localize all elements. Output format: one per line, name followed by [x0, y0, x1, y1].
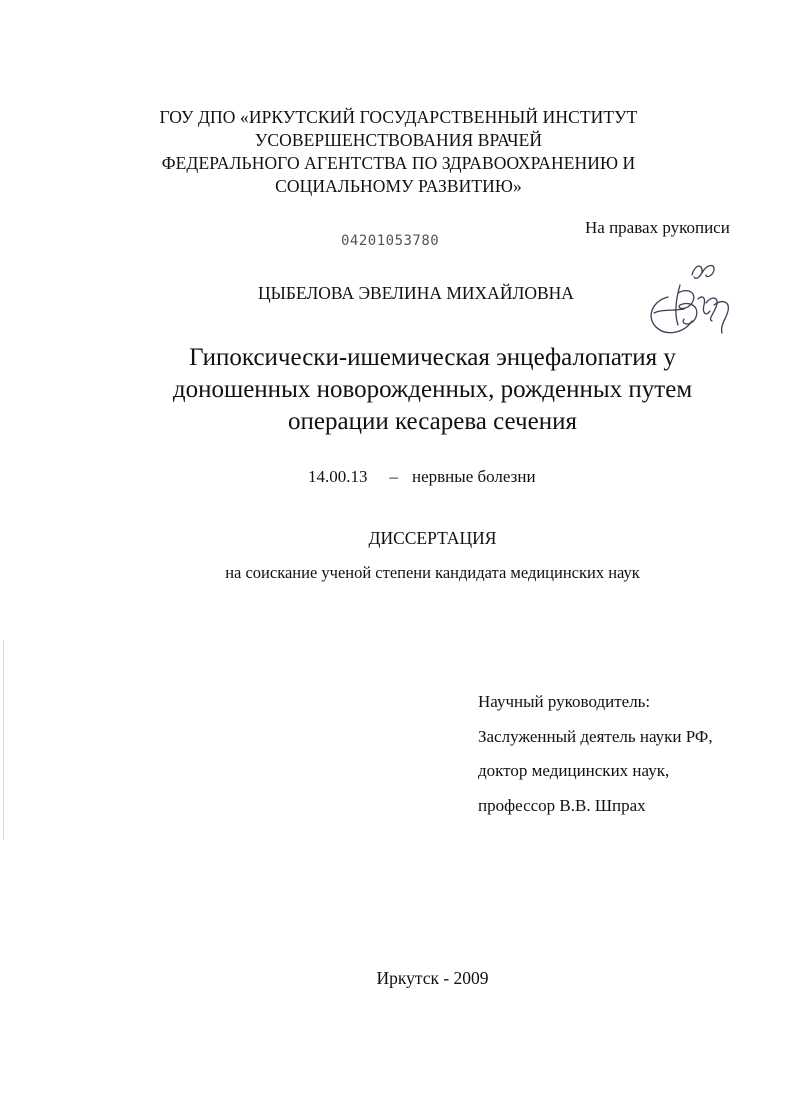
- library-stamp-number: 04201053780: [341, 233, 440, 249]
- manuscript-rights-note: На правах рукописи: [585, 218, 730, 237]
- specialty-code: 14.00.13: [308, 467, 368, 486]
- organization-line-1: ГОУ ДПО «ИРКУТСКИЙ ГОСУДАРСТВЕННЫЙ ИНСТИТУТ: [159, 107, 638, 127]
- specialty-dash: –: [389, 467, 398, 486]
- supervisor-line-4: профессор В.В. Шпрах: [478, 795, 646, 815]
- thesis-title-line-3: операции кесарева сечения: [288, 408, 577, 435]
- supervisor-line-1: Научный руководитель:: [478, 692, 651, 711]
- handwritten-signature-icon: [640, 255, 740, 345]
- scan-edge-line: [3, 640, 4, 840]
- document-type: ДИССЕРТАЦИЯ: [368, 528, 497, 548]
- author-name: ЦЫБЕЛОВА ЭВЕЛИНА МИХАЙЛОВНА: [258, 283, 574, 303]
- supervisor-line-3: доктор медицинских наук,: [478, 761, 670, 780]
- organization-line-3: ФЕДЕРАЛЬНОГО АГЕНТСТВА ПО ЗДРАВООХРАНЕНИЮ И: [161, 153, 636, 173]
- thesis-title: [0, 342, 797, 438]
- specialty-name: нервные болезни: [412, 467, 536, 486]
- thesis-title-line-1: Гипоксически-ишемическая энцефалопатия у: [189, 344, 676, 371]
- organization-line-2: УСОВЕРШЕНСТВОВАНИЯ ВРАЧЕЙ: [254, 130, 543, 150]
- organization-line-4: СОЦИАЛЬНОМУ РАЗВИТИЮ»: [275, 176, 522, 196]
- organization-header: [0, 106, 797, 198]
- supervisor-block: [478, 685, 713, 823]
- thesis-title-line-2: доношенных новорожденных, рожденных путем: [172, 376, 693, 403]
- degree-statement: на соискание ученой степени кандидата медицинских наук: [225, 563, 640, 582]
- city-year: Иркутск - 2009: [376, 968, 489, 988]
- supervisor-line-2: Заслуженный деятель науки РФ,: [478, 726, 713, 746]
- specialty: [308, 467, 536, 487]
